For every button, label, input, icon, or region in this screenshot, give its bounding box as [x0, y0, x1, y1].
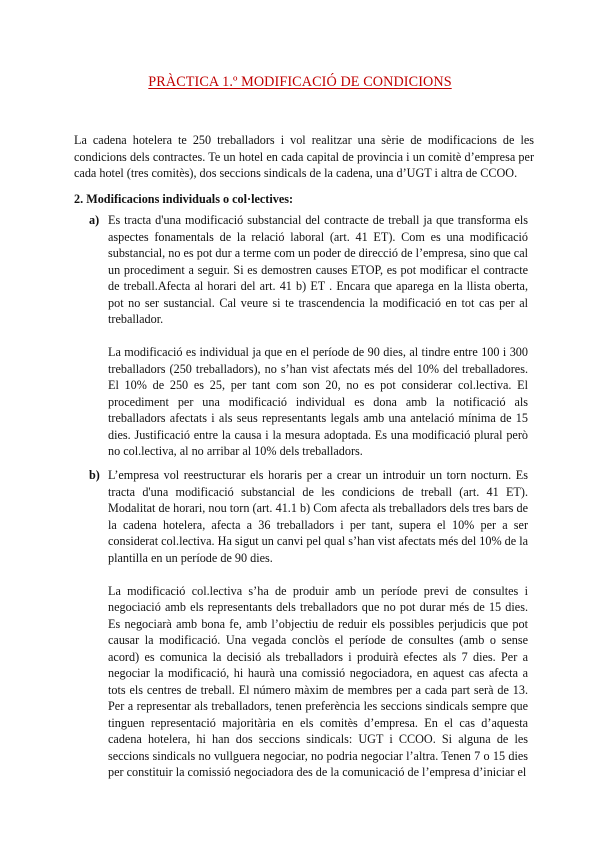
intro-paragraph: La cadena hotelera te 250 treballadors i vol realitzar una sèrie de modificacions de les condicions dels contractes. Te un hotel en cada capital de provincia i un comitè d’empresa per cada hotel (tres comitès), dos seccions sindicals de la cadena, una d’UGT i altra de CCOO.	[74, 133, 534, 180]
list-item-a-body	[108, 212, 528, 460]
item-a-paragraph-1: Es tracta d'una modificació substancial del contracte de treball ja que transforma els aspectes fonamentals de la relació laboral (art. 41 ET). Com es una modificació substancial, no es pot dur a terme com un poder de direcció de l’empresa, sino que cal un procediment a seguir. Si es demostren causes ETOP, es pot modificar el contracte de treball.Afecta al horari del art. 41 b) ET . Encara que aparega en la llista oberta, pot no ser sustancial. Cal veure si te trascendencia la modificació en tot cas per al treballador.	[108, 213, 528, 326]
list-item-b-body	[108, 467, 528, 781]
list-marker-a: a)	[89, 213, 100, 227]
item-a-paragraph-2: La modificació es individual ja que en el període de 90 dies, al tindre entre 100 i 300 treballadors (250 treballadors), no s’han vist afectats més del 10% del treballadores. El 10% de 250 es 25, per tant com son 20, no es pot considerar col.lectiva. El procediment per una modificació individual es dona amb la notificació als treballadors afectats i als seus representants legals amb una antelació mínima de 15 dies. Justificació entre la causa i la mesura adoptada. Es una modificació plural però no col.lectiva, al no arribar al 10% dels treballadors.	[108, 345, 528, 458]
item-b-paragraph-2: La modificació col.lectiva s’ha de produir amb un període previ de consultes i negociació amb els representants dels treballadors que no pot durar més de 15 dies. Es negociarà amb bona fe, amb l’objectiu de reduir els possibles perjudicis que pot causar la modificació. Una vegada conclòs el període de consultes (amb o sense acord) es comunica la decisió als treballadors i produirà efectes als 7 dies. Per a negociar la modificació, hi haurà una comissió negociadora, en aquest cas afecta a tots els centres de treball. El número màxim de membres per a cada part serà de 13. Per a representar als treballadors, tenen preferència les seccions sindicals sempre que tinguen representació majoritària en els comitès d’empresa. En el cas d’aquesta cadena hotelera, hi han dos seccions sindicals: UGT i CCOO. Si alguna de les seccions sindicals no vullguera negociar, no podria negociar l’altra. Tenen 7 o 15 dies per constituir la comissió negociadora des de la comunicació de l’empresa d’iniciar el	[108, 583, 528, 779]
list-marker-b: b)	[89, 468, 100, 482]
document-title: PRÀCTICA 1.º MODIFICACIÓ DE CONDICIONS	[148, 74, 452, 90]
section-heading: 2. Modificacions individuals o col·lectives:	[74, 192, 294, 206]
item-b-paragraph-1: L’empresa vol reestructurar els horaris per a crear un introduir un torn nocturn. Es tracta d'una modificació substancial de les condicions de treball (art. 41 ET). Modalitat de horari, nou torn (art. 41.1 b) Com afecta als treballadors dels tres bars de la cadena hotelera, afecta a 36 treballadors i per tant, supera el 10% per a ser considerat col.lectiva. Ha sigut un canvi pel qual s’han vist afectats més del 10% de la plantilla en un període de 90 dies.	[108, 468, 528, 565]
